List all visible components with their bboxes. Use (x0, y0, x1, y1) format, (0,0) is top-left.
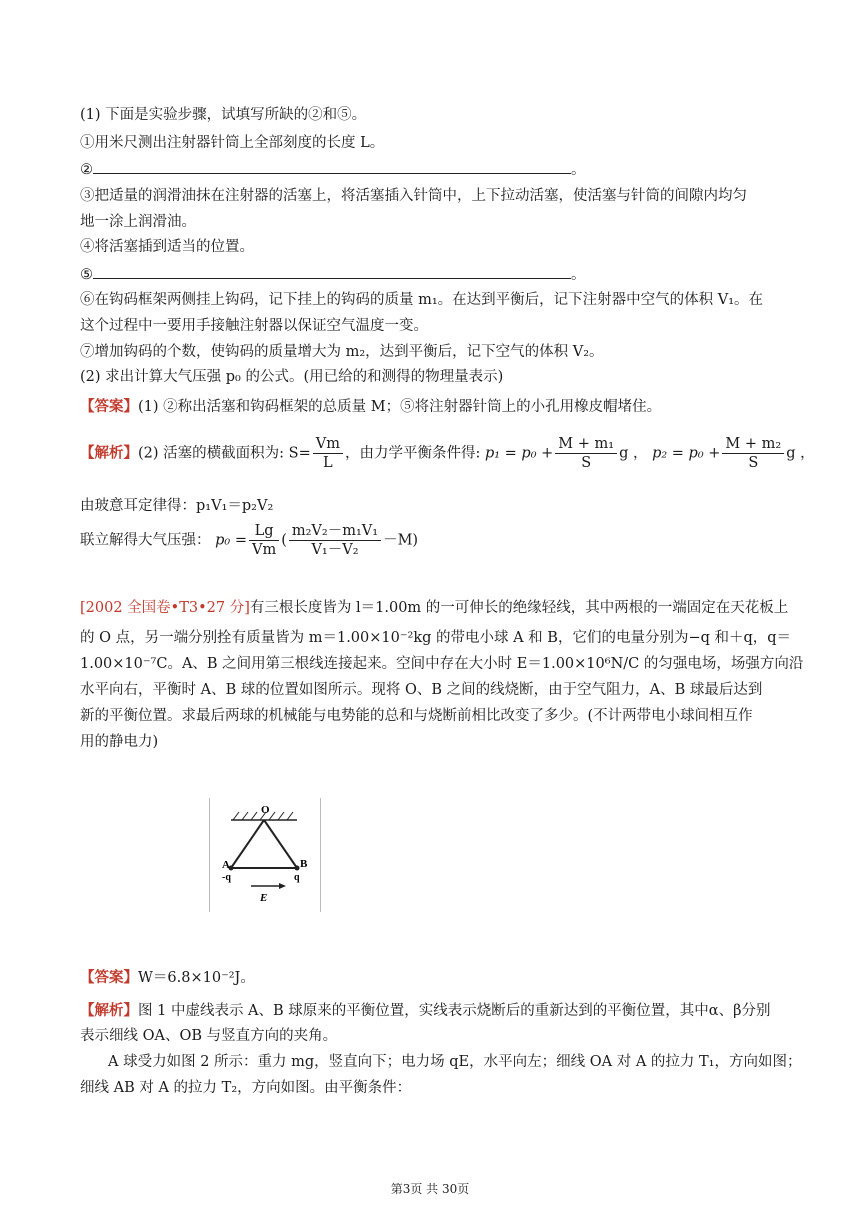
step-6-cont: 这个过程中一要用手接触注射器以保证空气温度一变。 (80, 318, 428, 334)
thread-ob (264, 820, 297, 868)
label-b: B (300, 858, 308, 870)
fraction-lg-vm: $\frac{Lg}{Vm}$ (249, 522, 279, 559)
step-5: ⑤ 。 (80, 264, 785, 285)
step-6: ⑥在钩码框架两侧挂上钩码，记下挂上的钩码的质量 m₁。在达到平衡后，记下注射器中空气的体积 V₁。在 (80, 292, 764, 308)
analysis-1-formula: 【解析】(2) 活塞的横截面积为: S= $\frac{Vm}{L}$ ，由力学平衡条件得: p₁ = p₀ + $\frac{\text{M + m₁}}{S}$ g ， p₂ = p₀ + $\frac{\text{M + m₂}}{S}$ g ， (80, 436, 815, 471)
charge-b: q (294, 872, 300, 883)
label-a: A (222, 859, 230, 871)
question-2: (2) 求出计算大气压强 p₀ 的公式。(用已给的和测得的物理量表示) (80, 369, 504, 385)
ball-b (295, 866, 300, 871)
fraction-s: $\frac{Vm}{L}$ (313, 435, 343, 472)
page-footer: 第3页 共 30页 (390, 1182, 470, 1196)
thread-oa (231, 820, 264, 868)
analysis-tag: 【解析】 (80, 444, 138, 462)
step-7: ⑦增加钩码的个数，使钩码的质量增大为 m₂，达到平衡后，记下空气的体积 V₂。 (80, 344, 604, 360)
charge-a: -q (222, 872, 231, 883)
fraction-p1: $\frac{\text{M + m₁}}{S}$ (555, 435, 617, 472)
step-3-cont: 地一涂上润滑油。 (80, 214, 196, 230)
p0-formula: 联立解得大气压强： p₀ = $\frac{Lg}{Vm}$ ( $\frac{\text{m₂V₂－m₁V₁}}{\text{V₁－V₂}}$ －M) (80, 523, 419, 558)
answer-1: 【答案】(1) ②称出活塞和钩码框架的总质量 M；⑤将注射器针筒上的小孔用橡皮帽堵住。 (80, 398, 662, 415)
problem-line-3: 1.00×10⁻⁷C。A、B 之间用第三根线连接起来。空间中存在大小时 E＝1.00×10⁶N/C 的匀强电场，场强方向沿 (80, 656, 804, 672)
step-intro: (1) 下面是实验步骤，试填写所缺的②和⑤。 (80, 107, 367, 123)
answer-2: 【答案】W＝6.8×10⁻²J。 (80, 969, 255, 986)
problem-line-5: 新的平衡位置。求最后两球的机械能与电势能的总和与烧断前相比改变了多少。(不计两带电小球间相互作 (80, 708, 753, 724)
field-arrow-head (279, 883, 286, 889)
answer-blank (93, 159, 571, 174)
analysis-2-line-2: 表示细线 OA、OB 与竖直方向的夹角。 (80, 1028, 338, 1044)
problem-line-4: 水平向右，平衡时 A、B 球的位置如图所示。现将 O、B 之间的线烧断，由于空气阻力，A、B 球最后达到 (80, 682, 763, 698)
step-1: ①用米尺测出注射器针筒上全部刻度的长度 L。 (80, 135, 385, 151)
step-5-label: ⑤ (80, 267, 93, 283)
problem-line-2: 的 O 点，另一端分别拴有质量皆为 m＝1.00×10⁻²kg 的带电小球 A 和 B，它们的电量分别为−q 和＋q，q＝ (80, 630, 792, 646)
problem-source: [2002 全国卷•T3•27 分] (80, 600, 250, 616)
analysis-2-line-4: 细线 AB 对 A 的拉力 T₂，方向如图。由平衡条件： (80, 1080, 412, 1096)
pendulum-figure (209, 798, 321, 912)
analysis-tag: 【解析】 (80, 1002, 138, 1019)
analysis-2-line-3: A 球受力如图 2 所示：重力 mg，竖直向下；电力场 qE，水平向左；细线 OA 对 A 的拉力 T₁，方向如图； (108, 1054, 802, 1070)
problem-line-1: [2002 全国卷•T3•27 分]有三根长度皆为 l＝1.00m 的一可伸长的绝缘轻线，其中两根的一端固定在天花板上 (80, 600, 789, 616)
fraction-mv: $\frac{\text{m₂V₂－m₁V₁}}{\text{V₁－V₂}}$ (289, 522, 381, 559)
boyle-law: 由玻意耳定律得：p₁V₁＝p₂V₂ (80, 498, 274, 514)
answer-tag: 【答案】 (80, 398, 138, 415)
label-e: E (260, 892, 268, 904)
step-2: ② 。 (80, 159, 785, 180)
answer-blank (93, 264, 571, 279)
label-o: O (261, 804, 270, 816)
fraction-p2: $\frac{\text{M + m₂}}{S}$ (722, 435, 784, 472)
step-3: ③把适量的润滑油抹在注射器的活塞上，将活塞插入针筒中，上下拉动活塞，使活塞与针筒的间隙内均匀 (80, 188, 747, 204)
answer-tag: 【答案】 (80, 969, 138, 986)
step-4: ④将活塞插到适当的位置。 (80, 239, 254, 255)
analysis-2-line-1: 【解析】图 1 中虚线表示 A、B 球原来的平衡位置，实线表示烧断后的重新达到的平衡位置，其中α、β分别 (80, 1002, 771, 1019)
problem-line-6: 用的静电力) (80, 734, 159, 750)
step-2-label: ② (80, 162, 93, 178)
